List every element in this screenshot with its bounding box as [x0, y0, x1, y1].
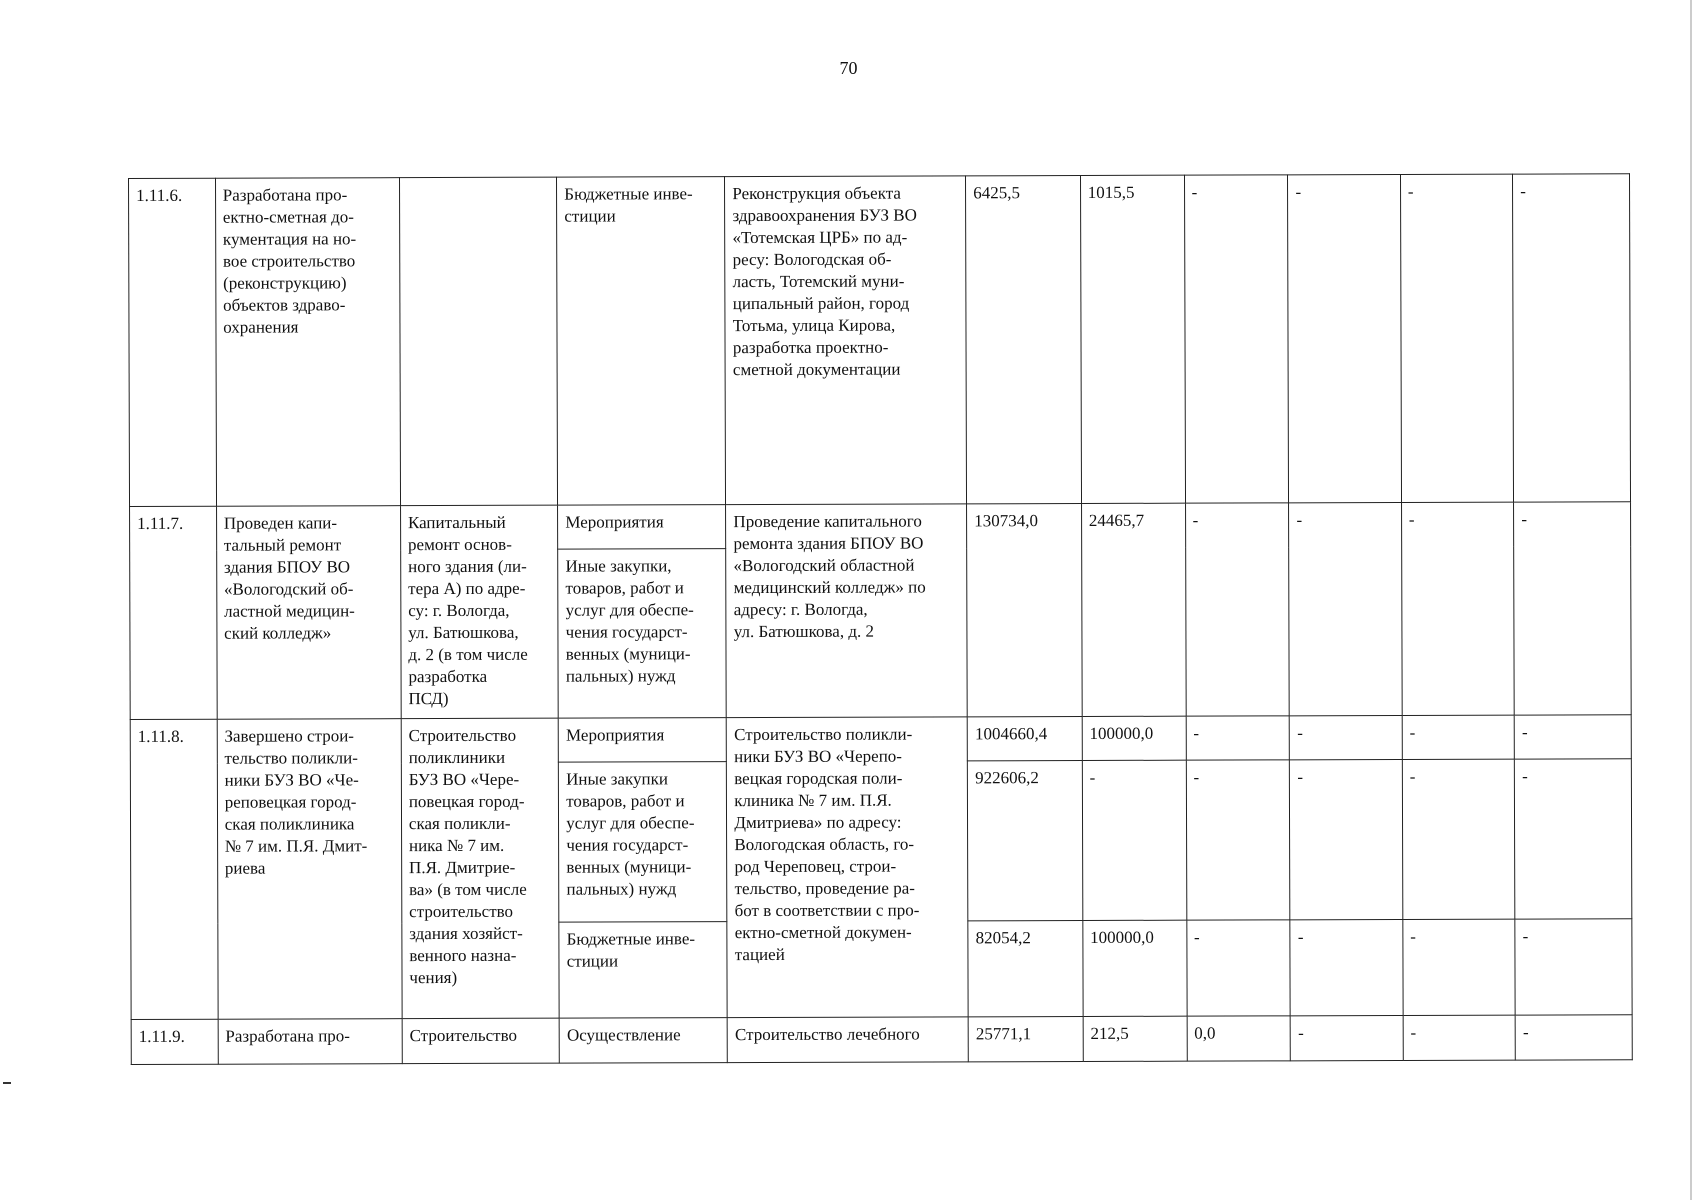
row-number: 1.11.6.	[129, 178, 217, 506]
object-cell: Строительство поликлиники БУЗ ВО «Чере- повецкая город- ская поликли- ника № 7 им. П.Я. Дмитрие- ва» (в том числе строительство здания хозяйст- венного назна- чения)	[401, 718, 559, 1018]
object-cell: Капитальный ремонт основ- ного здания (ли- тера А) по адре- су: г. Вологда, ул. Батюшкова, д. 2 (в том числе разработка ПСД)	[400, 505, 558, 718]
value-cell: -	[1290, 919, 1403, 1015]
value-cell: -	[1403, 1015, 1516, 1060]
value-cell: -	[1291, 1015, 1404, 1060]
row-number: 1.11.7.	[130, 506, 217, 719]
value-cell: -	[1401, 502, 1514, 715]
value-cell: 100000,0	[1083, 920, 1187, 1016]
row-number: 1.11.8.	[130, 719, 218, 1019]
value-cell: -	[1290, 716, 1403, 760]
row-number: 1.11.9.	[131, 1019, 218, 1064]
value-cell: -	[1186, 920, 1290, 1016]
value-cell: 24465,7	[1081, 503, 1186, 716]
value-cell: 0,0	[1187, 1016, 1291, 1061]
value-cell: -	[1400, 174, 1513, 502]
value-cell: -	[1186, 716, 1290, 760]
page-number: 70	[839, 58, 858, 78]
value-cell: -	[1082, 760, 1186, 920]
funding-type-cell: Мероприятия	[558, 505, 726, 550]
margin-dash-mark	[3, 1082, 11, 1084]
funding-type-cell: Осуществление	[559, 1018, 727, 1064]
value-cell: 130734,0	[967, 504, 1082, 717]
value-cell: 922606,2	[968, 761, 1083, 921]
value-cell: -	[1186, 760, 1290, 920]
page-edge-shadow	[1690, 0, 1692, 1200]
funding-type-cell: Бюджетные инве- стиции	[557, 177, 726, 506]
value-cell: -	[1290, 760, 1403, 920]
table-row	[131, 1015, 1632, 1065]
value-cell: -	[1185, 503, 1290, 716]
value-cell: -	[1514, 502, 1631, 715]
value-cell: -	[1402, 715, 1515, 759]
value-cell: -	[1515, 759, 1632, 919]
value-cell: -	[1515, 919, 1632, 1015]
table-row	[130, 502, 1631, 551]
value-cell: 1015,5	[1080, 175, 1185, 503]
funding-type-cell: Иные закупки, товаров, работ и услуг для обеспе- чения государст- венных (муници- пальных) нужд	[558, 549, 727, 719]
result-cell: Завершено строи- тельство поликли- ники БУЗ ВО «Че- реповецкая город- ская поликлиника № 7 им. П.Я. Дмит- риева	[217, 719, 402, 1020]
table-row	[129, 174, 1631, 507]
value-cell: 25771,1	[968, 1017, 1083, 1062]
value-cell: -	[1513, 174, 1631, 502]
program-table	[128, 173, 1633, 1065]
value-cell: 82054,2	[968, 921, 1083, 1017]
value-cell: 100000,0	[1082, 716, 1186, 760]
funding-type-cell: Иные закупки товаров, работ и услуг для обеспе- чения государст- венных (муници- пальных) нужд	[559, 762, 728, 923]
value-cell: 1004660,4	[967, 717, 1082, 761]
object-cell	[399, 177, 557, 505]
value-cell: 6425,5	[966, 176, 1082, 504]
value-cell: -	[1515, 1015, 1632, 1060]
result-cell: Разработана про- ектно-сметная до- кументация на но- вое строительство (реконструкцию) объектов здраво- охранения	[215, 178, 400, 507]
description-cell: Реконструкция объекта здравоохранения БУЗ ВО «Тотемская ЦРБ» по ад- ресу: Вологодская об- ласть, Тотемский муни- ципальный район, город Тотьма, улица Кирова, разработка проектно- сметной документации	[725, 176, 967, 505]
table-row	[130, 715, 1631, 764]
description-cell: Строительство поликли- ники БУЗ ВО «Черепо- вецкая городская поли- клиника № 7 им. П.Я. Дмитриева» по адресу: Вологодская область, го- род Череповец, строи- тельство, проведение ра- бот в соответствии с про- ектно-сметной докумен- тацией	[727, 717, 969, 1018]
value-cell: -	[1514, 715, 1631, 759]
description-cell: Строительство лечебного	[727, 1017, 968, 1063]
object-cell: Строительство	[402, 1018, 560, 1063]
funding-type-cell: Бюджетные инве- стиции	[559, 922, 727, 1019]
value-cell: -	[1289, 503, 1402, 716]
value-cell: -	[1288, 175, 1401, 503]
value-cell: -	[1403, 919, 1516, 1015]
value-cell: 212,5	[1083, 1016, 1187, 1061]
result-cell: Проведен капи- тальный ремонт здания БПОУ ВО «Вологодский об- ластной медицин- ский колледж»	[216, 506, 401, 720]
funding-type-cell: Мероприятия	[558, 718, 726, 763]
value-cell: -	[1402, 759, 1515, 919]
value-cell: -	[1184, 175, 1289, 503]
result-cell: Разработана про-	[218, 1019, 402, 1065]
description-cell: Проведение капитального ремонта здания БПОУ ВО «Вологодский областной медицинский колледж» по адресу: г. Вологда, ул. Батюшкова, д. 2	[726, 504, 968, 718]
